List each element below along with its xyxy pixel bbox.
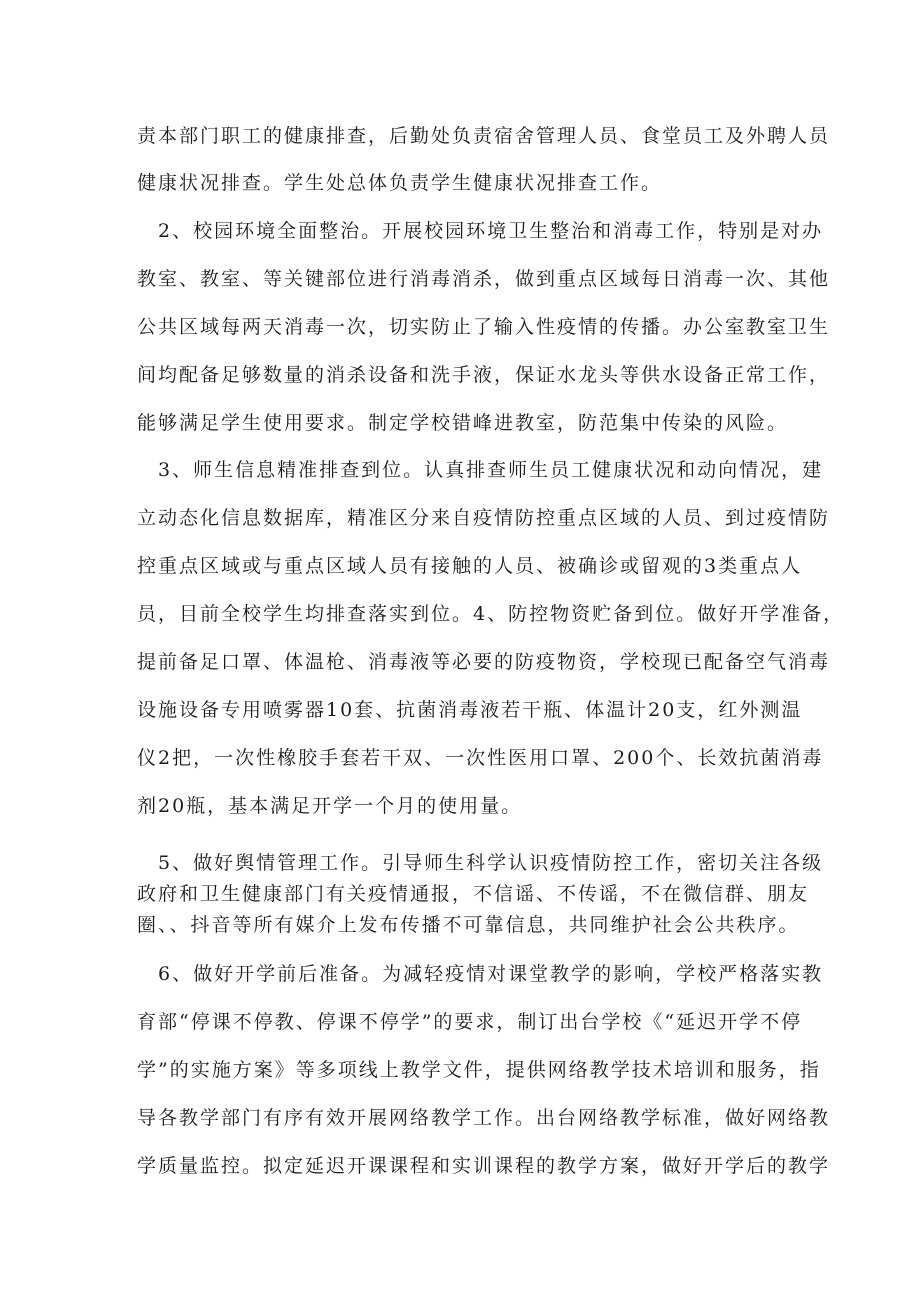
paragraph-start-line (0, 848, 920, 878)
text-line (0, 168, 920, 198)
line-text: 控重点区域或与重点区域人员有接触的人员、被确诊或留观的3类重点人 (137, 555, 803, 577)
text-line (0, 647, 920, 677)
line-text: 政府和卫生健康部门有关疫情通报，不信谣、不传谣，不在微信群、朋友 (137, 883, 810, 905)
paragraph-start-line (0, 959, 920, 989)
text-line (0, 121, 920, 151)
text-line (0, 599, 920, 629)
text-line (0, 312, 920, 342)
line-text: 教室、教室、等关键部位进行消毒消杀，做到重点区域每日消毒一次、其他 (137, 268, 831, 290)
line-text: 3、师生信息精准排查到位。认真排查师生员工健康状况和动向情况，建 (158, 459, 824, 481)
line-text: 设施设备专用喷雾器10套、抗菌消毒液若干瓶、体温计20支，红外测温 (137, 699, 803, 721)
text-line (0, 910, 920, 940)
text-line (0, 695, 920, 725)
text-line (0, 264, 920, 294)
line-text: 圈、、抖音等所有媒介上发布传播不可靠信息，共同维护社会公共秩序。 (137, 914, 800, 936)
line-text: 学质量监控。拟定延迟开课课程和实训课程的教学方案，做好开学后的教学 (137, 1155, 831, 1177)
line-text: 责本部门职工的健康排查，后勤处负责宿舍管理人员、食堂员工及外聘人员 (137, 125, 831, 147)
text-line (0, 791, 920, 821)
text-line (0, 1055, 920, 1085)
line-text: 立动态化信息数据库，精准区分来自疫情防控重点区域的人员、到过疫情防 (137, 507, 831, 529)
text-line (0, 408, 920, 438)
text-line (0, 1151, 920, 1181)
text-line (0, 1103, 920, 1133)
text-line (0, 1007, 920, 1037)
line-text: 剂20瓶，基本满足开学一个月的使用量。 (137, 795, 523, 817)
line-text: 育部“停课不停教、停课不停学”的要求，制订出台学校《“延迟开学不停 (137, 1011, 803, 1033)
line-text: 公共区域每两天消毒一次，切实防止了输入性疫情的传播。办公室教室卫生 (137, 316, 831, 338)
text-line (0, 551, 920, 581)
line-text: 员，目前全校学生均排查落实到位。4、防控物资贮备到位。做好开学准备， (137, 603, 845, 625)
line-text: 2、校园环境全面整治。开展校园环境卫生整治和消毒工作，特别是对办 (158, 220, 824, 242)
line-text: 学”的实施方案》等多项线上教学文件，提供网络教学技术培训和服务，指 (137, 1059, 821, 1081)
line-text: 6、做好开学前后准备。为减轻疫情对课堂教学的影响，学校严格落实教 (158, 963, 824, 985)
text-line (0, 879, 920, 909)
line-text: 提前备足口罩、体温枪、消毒液等必要的防疫物资，学校现已配备空气消毒 (137, 651, 831, 673)
line-text: 间均配备足够数量的消杀设备和洗手液，保证水龙头等供水设备正常工作， (137, 364, 831, 386)
line-text: 导各教学部门有序有效开展网络教学工作。出台网络教学标准，做好网络教 (137, 1107, 831, 1129)
line-text: 5、做好舆情管理工作。引导师生科学认识疫情防控工作，密切关注各级 (158, 852, 824, 874)
text-line (0, 743, 920, 773)
line-text: 仪2把，一次性橡胶手套若干双、一次性医用口罩、200个、长效抗菌消毒 (137, 747, 824, 769)
text-line (0, 503, 920, 533)
paragraph-start-line (0, 216, 920, 246)
paragraph-start-line (0, 455, 920, 485)
line-text: 健康状况排查。学生处总体负责学生健康状况排查工作。 (137, 172, 663, 194)
text-line (0, 360, 920, 390)
line-text: 能够满足学生使用要求。制定学校错峰进教室，防范集中传染的风险。 (137, 412, 789, 434)
